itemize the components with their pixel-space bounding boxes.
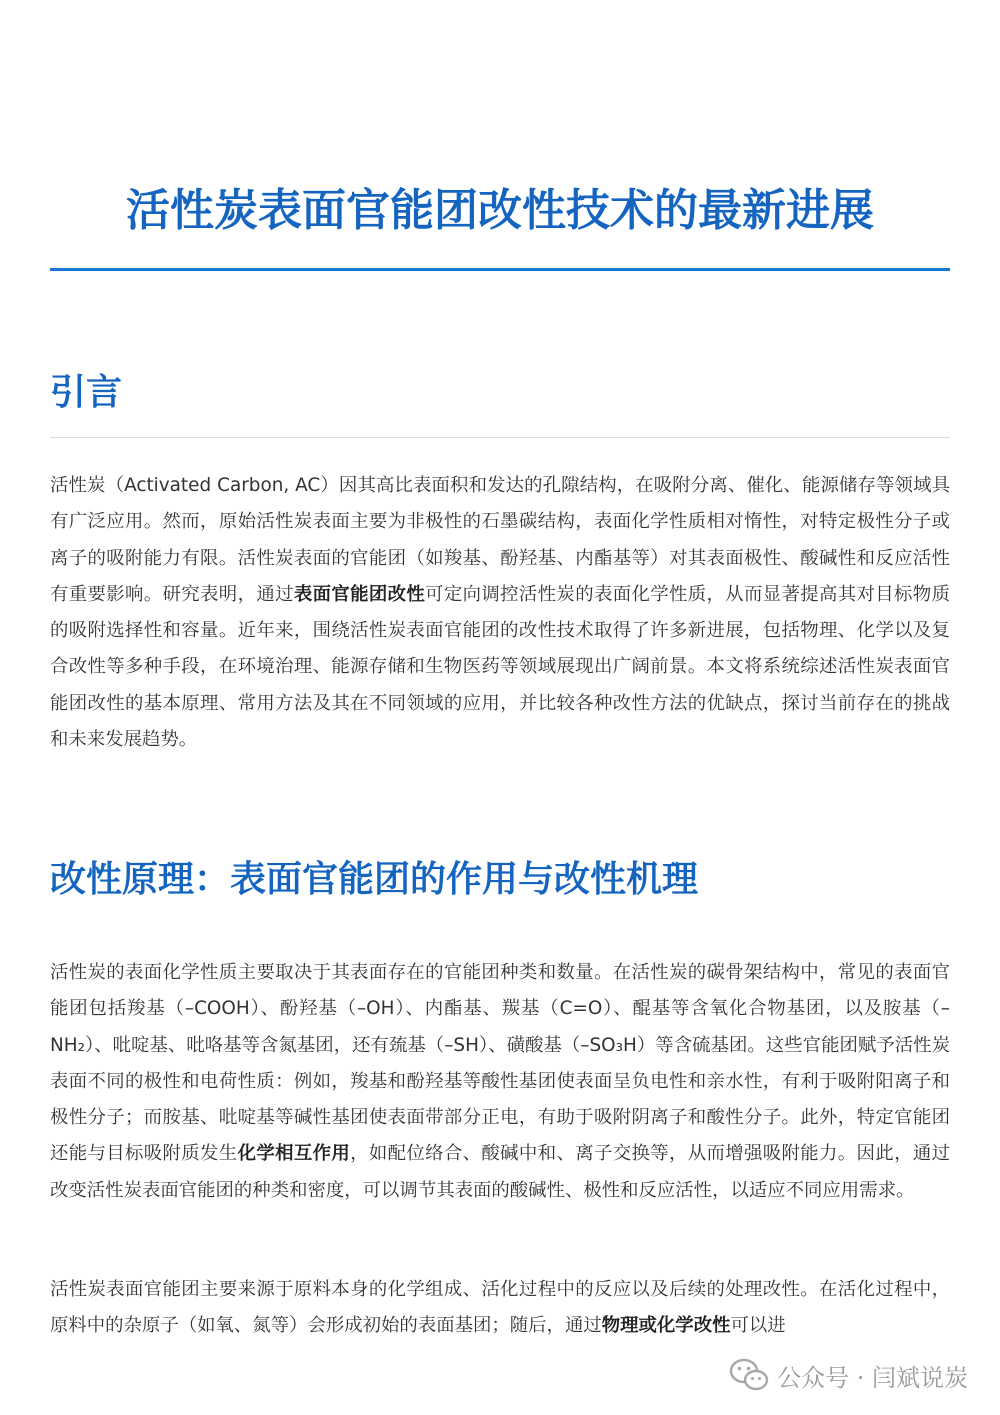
principle-paragraph-1-text-cont: ，如配位络合、酸碱中和、离子交换等，从而增强吸附能力。因此，通过改变活性炭表面官能团的种类和密度，可以调节其表面的酸碱性、极性和反应活性，以适应不同应用需求。 [50,1143,950,1201]
principle-paragraph-2-emphasis: 物理或化学改性 [601,1315,731,1337]
intro-paragraph-emphasis: 表面官能团改性 [293,583,426,605]
intro-paragraph-text: 活性炭（Activated Carbon, AC）因其高比表面积和发达的孔隙结构，在吸附分离、催化、能源储存等领域具有广泛应用。然而，原始活性炭表面主要为非极性的石墨碳结构，表面化学性质相对惰性，对特定极性分子或离子的吸附能力有限。活性炭表面的官能团（如羧基、酚羟基、内酯基等）对其表面极性、酸碱性和反应活性有重要影响。研究表明，通过 [50,475,950,605]
watermark-text: 公众号 · 闫斌说炭 [777,1363,968,1392]
principle-paragraph-2-text-cont: 可以进 [730,1315,786,1337]
intro-paragraph [50,468,950,758]
principle-paragraph-1-text: 活性炭的表面化学性质主要取决于其表面存在的官能团种类和数量。在活性炭的碳骨架结构中，常见的表面官能团包括羧基（–COOH）、酚羟基（–OH）、内酯基、羰基（C=O）、醌基等含氧化合物基团，以及胺基（–NH₂）、吡啶基、吡咯基等含氮基团，还有巯基（–SH）、磺酸基（–SO₃H）等含硫基团。这些官能团赋予活性炭表面不同的极性和电荷性质：例如，羧基和酚羟基等酸性基团使表面呈负电性和亲水性，有利于吸附阳离子和极性分子；而胺基、吡啶基等碱性基团使表面带部分正电，有助于吸附阴离子和酸性分子。此外，特定官能团还能与目标吸附质发生 [50,962,950,1165]
principle-paragraph-1 [50,955,950,1209]
page-title: 活性炭表面官能团改性技术的最新进展 [126,185,874,236]
title-divider [50,268,950,271]
wechat-icon [729,1357,769,1393]
intro-paragraph-text-cont: 可定向调控活性炭的表面化学性质，从而显著提高其对目标物质的吸附选择性和容量。近年来，围绕活性炭表面官能团的改性技术取得了许多新进展，包括物理、化学以及复合改性等多种手段，在环境治理、能源存储和生物医药等领域展现出广阔前景。本文将系统综述活性炭表面官能团改性的基本原理、常用方法及其在不同领域的应用，并比较各种改性方法的优缺点，探讨当前存在的挑战和未来发展趋势。 [50,583,950,751]
principle-paragraph-2-text: 活性炭表面官能团主要来源于原料本身的化学组成、活化过程中的反应以及后续的处理改性。在活化过程中，原料中的杂原子（如氧、氮等）会形成初始的表面基团；随后，通过 [50,1279,950,1337]
source-watermark [729,1352,968,1398]
principle-paragraph-1-emphasis: 化学相互作用 [237,1143,351,1165]
section-heading-principle: 改性原理：表面官能团的作用与改性机理 [50,859,699,900]
section-heading-intro: 引言 [50,372,123,413]
principle-paragraph-2 [50,1272,950,1345]
section-divider-intro [50,437,950,438]
